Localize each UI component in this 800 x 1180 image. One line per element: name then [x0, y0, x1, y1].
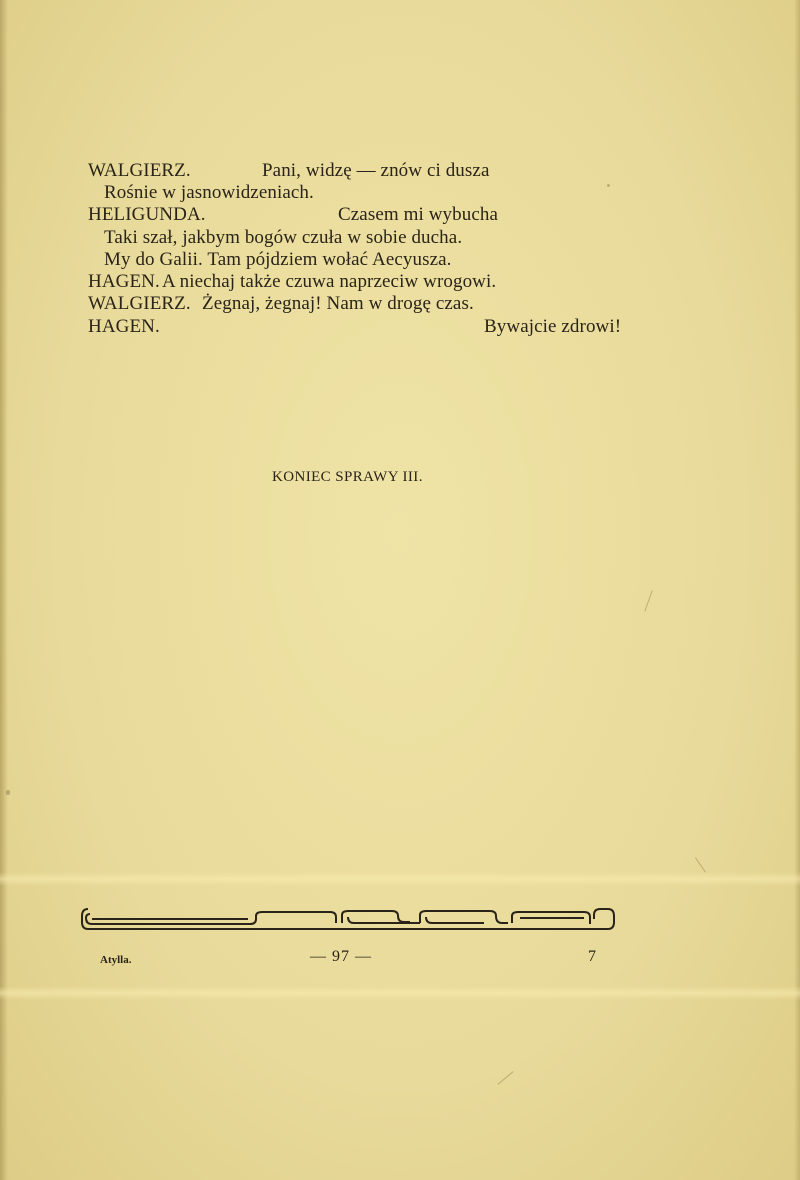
book-short-title: Atylla.: [100, 954, 132, 966]
paper-scratch: [498, 1071, 514, 1085]
paper-speck: [607, 184, 610, 187]
speaker-name: WALGIERZ.: [88, 293, 191, 314]
verse-text: Rośnie w jasnowidzeniach.: [104, 182, 314, 203]
verse-text: Pani, widzę — znów ci dusza: [262, 160, 490, 181]
verse-line-6-text: [162, 271, 496, 293]
verse-line-8: [88, 316, 160, 338]
speaker-name: HELIGUNDA.: [88, 204, 206, 225]
verse-line-5: [104, 249, 452, 271]
verse-line-4: [104, 227, 462, 249]
verse-text: Taki szał, jakbym bogów czuła w sobie ducha.: [104, 227, 463, 248]
paper-light-band: [0, 986, 800, 1000]
paper-scratch: [644, 590, 652, 611]
verse-line-2: [104, 182, 314, 204]
verse-line-3: [88, 204, 206, 226]
verse-text: Bywajcie zdrowi!: [484, 316, 622, 337]
page-left-edge: [0, 0, 8, 1180]
act-end-title: KONIEC SPRAWY III.: [272, 469, 423, 485]
verse-text: Żegnaj, żegnaj! Nam w drogę czas.: [202, 293, 474, 314]
verse-line-3-text: [338, 204, 498, 226]
ornament-divider-icon: [80, 903, 616, 935]
verse-line-6: [88, 271, 160, 293]
verse-text: A niechaj także czuwa naprzeciw wrogowi.: [162, 271, 497, 292]
page-right-edge: [794, 0, 800, 1180]
verse-line-7-text: [202, 293, 474, 315]
verse-line-1: [88, 160, 191, 182]
speaker-name: WALGIERZ.: [88, 160, 191, 181]
verse-line-7: [88, 293, 191, 315]
paper-light-band: [0, 872, 800, 886]
paper-scratch: [695, 857, 706, 872]
paper-speck: [6, 790, 10, 795]
speaker-name: HAGEN.: [88, 271, 160, 292]
verse-text: My do Galii. Tam pójdziem wołać Aecyusza.: [104, 249, 452, 270]
page-number: — 97 —: [310, 948, 372, 965]
signature-mark: 7: [588, 948, 596, 965]
speaker-name: HAGEN.: [88, 316, 160, 337]
verse-line-1-text: [262, 160, 489, 182]
verse-text: Czasem mi wybucha: [338, 204, 498, 225]
verse-line-8-text: [484, 316, 621, 338]
